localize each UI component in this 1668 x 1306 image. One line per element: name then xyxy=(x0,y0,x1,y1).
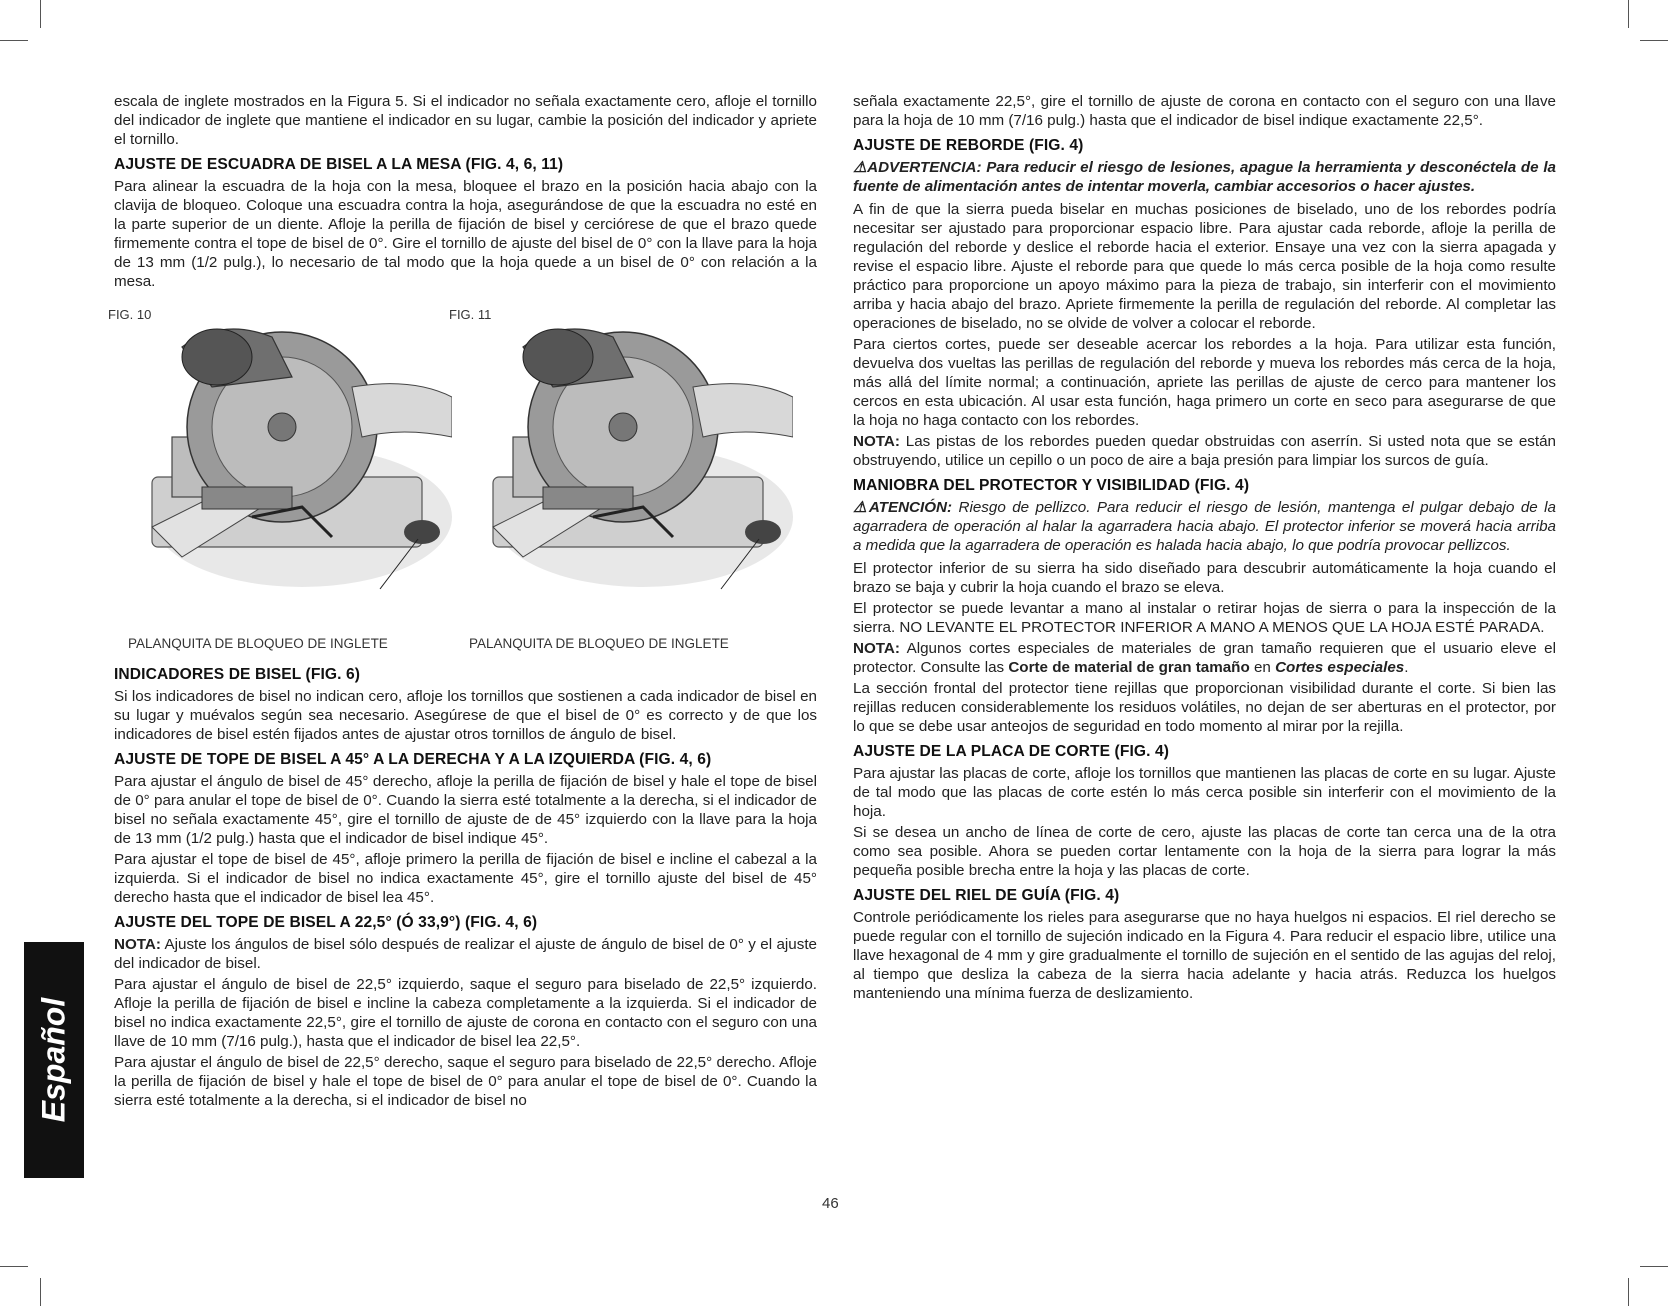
note-reference: Cortes especiales xyxy=(1275,659,1405,676)
paragraph: El protector inferior de su sierra ha sido diseñado para descubrir automáticamente la hoja cuando el brazo se baja y cubrir la hoja cuando el brazo se eleva. xyxy=(853,560,1556,596)
note-text: . xyxy=(1404,659,1409,676)
note-label: NOTA: xyxy=(853,640,900,657)
crop-mark xyxy=(40,1278,41,1306)
miter-saw-illustration xyxy=(122,307,452,607)
right-column xyxy=(853,92,1556,1005)
figure-label: FIG. 11 xyxy=(449,307,492,322)
note-label: NOTA: xyxy=(114,936,161,953)
language-label: Español xyxy=(35,997,72,1123)
note-paragraph xyxy=(853,639,1556,677)
section-heading: AJUSTE DE TOPE DE BISEL A 45° A LA DERECHA Y A LA IZQUIERDA (FIG. 4, 6) xyxy=(114,751,712,768)
paragraph: Para ajustar el tope de bisel de 45°, afloje primero la perilla de fijación de bisel e incline el cabezal a la izquierda. Si el indicador de bisel no indica exactamente 45°, gire el tornillo ajuste del bisel de 45° derecho hasta que el indicador de bisel lea 45°. xyxy=(114,851,817,906)
section-heading: AJUSTE DE REBORDE (FIG. 4) xyxy=(853,137,1084,154)
figure-caption: PALANQUITA DE BLOQUEO DE INGLETE xyxy=(128,636,388,651)
language-side-tab xyxy=(24,942,84,1178)
miter-saw-illustration xyxy=(463,307,793,607)
note-paragraph xyxy=(114,935,817,973)
note-paragraph xyxy=(853,432,1556,470)
note-text: en xyxy=(1249,659,1276,676)
section-heading: MANIOBRA DEL PROTECTOR Y VISIBILIDAD (FIG. 4) xyxy=(853,477,1250,494)
warning-text: ⚠ADVERTENCIA: Para reducir el riesgo de lesiones, apague la herramienta y desconéctela de la fuente de alimentación antes de intentar moverla, cambiar accesorios o hacer ajustes. xyxy=(853,159,1556,195)
paragraph: Para ciertos cortes, puede ser deseable acercar los rebordes a la hoja. Para utilizar esta función, devuelva dos vueltas las perillas de regulación del reborde y mueva los rebordes más cerca de la hoja, más allá del límite normal; a continuación, apriete las perillas de ajuste de cerco para mantener los cercos en esta ubicación. Al usar esta función, haga primero un corte en seco para asegurarse de que la hoja no haga contacto con los rebordes. xyxy=(853,336,1556,429)
section-heading: AJUSTE DEL TOPE DE BISEL A 22,5° (Ó 33,9°) (FIG. 4, 6) xyxy=(114,914,538,931)
figure-label: FIG. 10 xyxy=(108,307,152,322)
note-label: NOTA: xyxy=(853,433,900,450)
page-number: 46 xyxy=(822,1195,839,1212)
note-text: Ajuste los ángulos de bisel sólo después de realizar el ajuste de ángulo de bisel de 0° y el ajuste del indicador de bisel. xyxy=(114,936,817,972)
paragraph: La sección frontal del protector tiene rejillas que proporcionan visibilidad durante el corte. Si bien las rejillas reducen considerablemente los residuos volátiles, no dejan de ser aberturas en el protector, por lo que se debe usar anteojos de seguridad en todo momento al mirar por la rejilla. xyxy=(853,680,1556,735)
paragraph: Para ajustar las placas de corte, afloje los tornillos que mantienen las placas de corte en su lugar. Ajuste de tal modo que las placas de corte estén lo más cerca posible sin interferir con el movimiento de la hoja. xyxy=(853,765,1556,820)
paragraph: A fin de que la sierra pueda biselar en muchas posiciones de biselado, uno de los rebordes podría necesitar ser ajustado para proporcionar espacio libre. Para ajustar cada reborde, afloje la perilla de regulación del reborde y deslice el reborde hacia el exterior. Ensaye una vez con la sierra apagada y revise el espacio libre. Ajuste el reborde para que quede lo más cerca posible de la hoja como resulte práctico para proporcione un apoyo máximo para la pieza de trabajo, sin interferir con el movimiento arriba y hacia abajo del brazo. Apriete firmemente la perilla de regulación del reborde. Al completar las operaciones de biselado, no se olvide de volver a colocar el reborde. xyxy=(853,201,1556,332)
section-heading: AJUSTE DE ESCUADRA DE BISEL A LA MESA (FIG. 4, 6, 11) xyxy=(114,156,564,173)
note-text: Las pistas de los rebordes pueden quedar obstruidas con aserrín. Si usted nota que se están obstruyendo, utilice un cepillo o un poco de aire a baja presión para limpiar los surcos de guía. xyxy=(853,433,1556,469)
left-column xyxy=(108,92,817,1112)
paragraph: Controle periódicamente los rieles para asegurarse que no haya huelgos ni espacios. El riel derecho se puede regular con el tornillo de sujeción indicado en la Figura 4. Para reducir el espacio libre, utilice una llave hexagonal de 4 mm y gire gradualmente el tornillo de sujeción en el sentido de las agujas del reloj, al tiempo que desliza la cabeza de la sierra hacia adelante y hacia atrás. Reduzca los huelgos manteniendo una mínima fuerza de deslizamiento. xyxy=(853,909,1556,1002)
crop-mark xyxy=(1628,1278,1629,1306)
section-heading: AJUSTE DEL RIEL DE GUÍA (FIG. 4) xyxy=(853,887,1120,904)
section-heading: INDICADORES DE BISEL (FIG. 6) xyxy=(114,666,361,683)
crop-mark xyxy=(40,0,41,28)
paragraph: Para alinear la escuadra de la hoja con la mesa, bloquee el brazo en la posición hacia abajo con la clavija de bloqueo. Coloque una escuadra contra la hoja, asegurándose de que la escuadra no esté en la parte superior de un diente. Afloje la perilla de fijación de bisel y cerciórese de que el brazo quede firmemente contra el tope de bisel de 0°. Gire el tornillo de ajuste del bisel de 0° con la llave para la hoja de 13 mm (1/2 pulg.), lo necesario de tal modo que la hoja quede a un bisel de 0° con relación a la mesa. xyxy=(114,178,817,290)
crop-mark xyxy=(0,1266,28,1267)
paragraph: Si los indicadores de bisel no indican cero, afloje los tornillos que sostienen a cada indicador de bisel en su lugar y muévalos según sea necesario. Asegúrese de que el bisel de 0° es correcto y de que los indicadores de bisel estén fijados antes de ajustar otros tornillos de ángulo de bisel. xyxy=(114,688,817,743)
crop-mark xyxy=(1640,40,1668,41)
paragraph: Si se desea un ancho de línea de corte de cero, ajuste las placas de corte tan cerca una de la otra como sea posible. Ahora se pueden cortar lentamente con la hoja de la sierra para lograr la más pequeña posible brecha entre la hoja y las placas de corte. xyxy=(853,824,1556,879)
paragraph: señala exactamente 22,5°, gire el tornillo de ajuste de corona en contacto con el seguro con una llave para la hoja de 10 mm (7/16 pulg.) hasta que el indicador de bisel indique exactamente 22,5°. xyxy=(853,93,1556,129)
crop-mark xyxy=(1640,1266,1668,1267)
crop-mark xyxy=(1628,0,1629,28)
figure-caption: PALANQUITA DE BLOQUEO DE INGLETE xyxy=(469,636,729,651)
note-text: Algunos cortes especiales de materiales de gran tamaño requieren que el usuario eleve el protector. Consulte las xyxy=(853,640,1556,676)
figures-row xyxy=(108,297,817,657)
paragraph: escala de inglete mostrados en la Figura 5. Si el indicador no señala exactamente cero, afloje el tornillo del indicador de inglete que mantiene el indicador en su lugar, cambie la posición del indicador y apriete el tornillo. xyxy=(114,93,817,148)
figure-11 xyxy=(449,297,799,657)
crop-mark xyxy=(0,40,28,41)
caution-text xyxy=(853,498,1556,555)
paragraph: Para ajustar el ángulo de bisel de 22,5° derecho, saque el seguro para biselado de 22,5° derecho. Afloje la perilla de fijación de bisel y hale el tope de bisel de 0° para anular el tope de bisel de 0°. Cuando la sierra esté totalmente a la derecha, si el indicador de bisel no xyxy=(114,1054,817,1109)
caution-label: ⚠ATENCIÓN: xyxy=(853,499,953,516)
paragraph: Para ajustar el ángulo de bisel de 22,5° izquierdo, saque el seguro para biselado de 22,5° izquierdo. Afloje la perilla de fijación de bisel e incline la cabeza completamente a la izquierda. Si el indicador de bisel no indica exactamente 22,5°, gire el tornillo de ajuste de corona en contacto con el seguro con una llave de 10 mm (7/16 pulg.), hasta que el indicador de bisel lea 22,5°. xyxy=(114,976,817,1050)
figure-10 xyxy=(108,297,458,657)
paragraph: El protector se puede levantar a mano al instalar o retirar hojas de sierra o para la inspección de la sierra. NO LEVANTE EL PROTECTOR INFERIOR A MANO A MENOS QUE LA HOJA ESTÉ PARADA. xyxy=(853,600,1556,636)
paragraph: Para ajustar el ángulo de bisel de 45° derecho, afloje la perilla de fijación de bisel y hale el tope de bisel de 0° para anular el tope de bisel de 0°. Cuando la sierra esté totalmente a la derecha, si el indicador de bisel no señala exactamente 45°, gire el tornillo de ajuste de de 45° izquierdo con la llave para la hoja de 13 mm (1/2 pulg.) hasta que el indicador de bisel indique 45°. xyxy=(114,773,817,847)
note-reference: Corte de material de gran tamaño xyxy=(1008,659,1250,676)
section-heading: AJUSTE DE LA PLACA DE CORTE (FIG. 4) xyxy=(853,743,1170,760)
caution-body: Riesgo de pellizco. Para reducir el riesgo de lesión, mantenga el pulgar debajo de la agarradera de operación al halar la agarradera hacia abajo. El protector inferior se moverá hacia arriba a medida que la agarradera de operación es halada hacia abajo, lo que podría provocar pellizcos. xyxy=(853,499,1556,554)
